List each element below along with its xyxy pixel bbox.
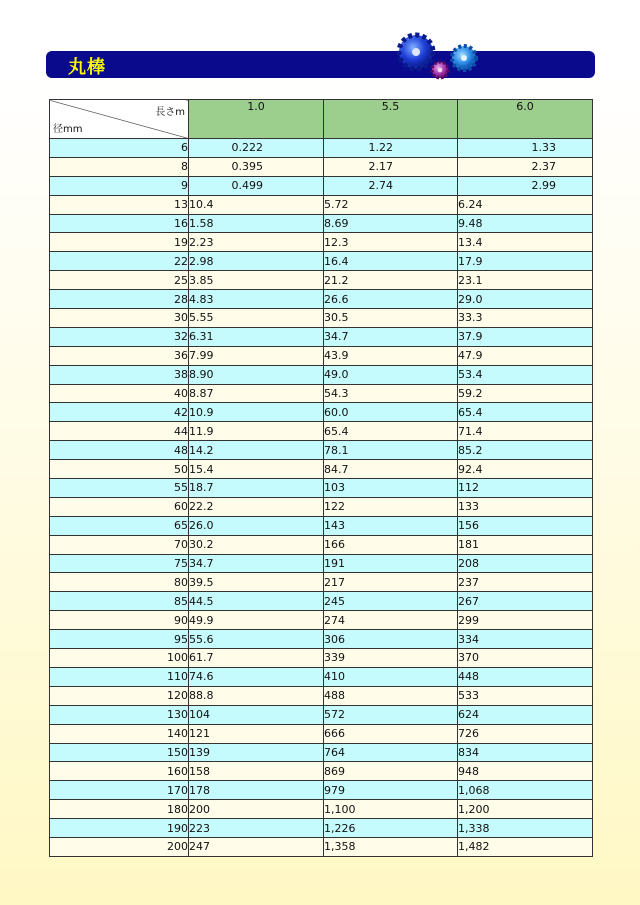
table-row <box>50 837 593 856</box>
weight-cell: 34.7 <box>189 554 324 573</box>
table-row <box>50 781 593 800</box>
weight-cell: 8.87 <box>189 384 324 403</box>
diameter-cell: 200 <box>50 837 189 856</box>
weight-cell: 9.48 <box>458 214 593 233</box>
weight-cell: 26.6 <box>324 290 458 309</box>
weight-cell: 334 <box>458 630 593 649</box>
weight-cell: 200 <box>189 800 324 819</box>
gear-blue-small-icon <box>452 46 476 70</box>
diameter-cell: 80 <box>50 573 189 592</box>
table-row <box>50 139 593 158</box>
table-header-row <box>50 100 593 139</box>
weight-cell: 166 <box>324 535 458 554</box>
table-row <box>50 195 593 214</box>
weight-cell: 21.2 <box>324 271 458 290</box>
diameter-cell: 55 <box>50 479 189 498</box>
weight-cell: 18.7 <box>189 479 324 498</box>
weight-cell: 158 <box>189 762 324 781</box>
weight-cell: 34.7 <box>324 327 458 346</box>
table-row <box>50 441 593 460</box>
weight-cell: 6.31 <box>189 327 324 346</box>
weight-cell: 139 <box>189 743 324 762</box>
weight-cell: 1.58 <box>189 214 324 233</box>
table-row <box>50 630 593 649</box>
diameter-cell: 9 <box>50 176 189 195</box>
table-row <box>50 271 593 290</box>
weight-cell: 84.7 <box>324 460 458 479</box>
diameter-cell: 180 <box>50 800 189 819</box>
diameter-cell: 50 <box>50 460 189 479</box>
weight-cell: 4.83 <box>189 290 324 309</box>
length-axis-label: 長さm <box>155 107 185 118</box>
diameter-cell: 90 <box>50 611 189 630</box>
weight-cell: 13.4 <box>458 233 593 252</box>
table-row <box>50 233 593 252</box>
weight-cell: 10.4 <box>189 195 324 214</box>
weight-cell: 122 <box>324 497 458 516</box>
weight-cell: 726 <box>458 724 593 743</box>
diameter-cell: 70 <box>50 535 189 554</box>
table-row <box>50 252 593 271</box>
weight-cell: 65.4 <box>324 422 458 441</box>
weight-cell: 191 <box>324 554 458 573</box>
weight-cell: 245 <box>324 592 458 611</box>
weight-cell: 1,068 <box>458 781 593 800</box>
weight-cell: 47.9 <box>458 346 593 365</box>
diameter-cell: 48 <box>50 441 189 460</box>
weight-cell: 29.0 <box>458 290 593 309</box>
table-row <box>50 214 593 233</box>
weight-cell: 666 <box>324 724 458 743</box>
weight-cell: 104 <box>189 705 324 724</box>
weight-cell: 834 <box>458 743 593 762</box>
weight-cell: 112 <box>458 479 593 498</box>
diameter-cell: 85 <box>50 592 189 611</box>
weight-cell: 208 <box>458 554 593 573</box>
weight-cell: 1,226 <box>324 819 458 838</box>
weight-cell: 223 <box>189 819 324 838</box>
weight-cell: 53.4 <box>458 365 593 384</box>
table-row <box>50 479 593 498</box>
column-header: 1.0 <box>189 100 324 139</box>
weight-cell: 30.5 <box>324 309 458 328</box>
weight-cell: 6.24 <box>458 195 593 214</box>
diameter-cell: 130 <box>50 705 189 724</box>
weight-cell: 26.0 <box>189 516 324 535</box>
weight-cell: 37.9 <box>458 327 593 346</box>
weight-cell: 488 <box>324 686 458 705</box>
diameter-cell: 38 <box>50 365 189 384</box>
weight-cell: 85.2 <box>458 441 593 460</box>
column-header: 6.0 <box>458 100 593 139</box>
weight-cell: 181 <box>458 535 593 554</box>
weight-cell: 65.4 <box>458 403 593 422</box>
weight-cell: 7.99 <box>189 346 324 365</box>
diameter-cell: 100 <box>50 649 189 668</box>
table-row <box>50 290 593 309</box>
diameter-cell: 22 <box>50 252 189 271</box>
table-row <box>50 157 593 176</box>
diameter-cell: 150 <box>50 743 189 762</box>
table-row <box>50 346 593 365</box>
weight-cell: 2.23 <box>189 233 324 252</box>
weight-cell: 2.98 <box>189 252 324 271</box>
weight-cell: 299 <box>458 611 593 630</box>
weight-cell: 88.8 <box>189 686 324 705</box>
weight-cell: 1,200 <box>458 800 593 819</box>
weight-cell: 178 <box>189 781 324 800</box>
weight-cell: 410 <box>324 667 458 686</box>
weight-cell: 44.5 <box>189 592 324 611</box>
weight-cell: 133 <box>458 497 593 516</box>
table-row <box>50 327 593 346</box>
weight-cell: 60.0 <box>324 403 458 422</box>
column-header: 5.5 <box>324 100 458 139</box>
diameter-cell: 16 <box>50 214 189 233</box>
weight-cell: 979 <box>324 781 458 800</box>
table-row <box>50 819 593 838</box>
diameter-cell: 28 <box>50 290 189 309</box>
diameter-cell: 8 <box>50 157 189 176</box>
table-row <box>50 573 593 592</box>
diameter-cell: 140 <box>50 724 189 743</box>
table-row <box>50 762 593 781</box>
weight-cell: 15.4 <box>189 460 324 479</box>
weight-cell: 33.3 <box>458 309 593 328</box>
table-row <box>50 460 593 479</box>
weight-cell: 71.4 <box>458 422 593 441</box>
diameter-cell: 36 <box>50 346 189 365</box>
table-row <box>50 516 593 535</box>
diameter-cell: 32 <box>50 327 189 346</box>
weight-cell: 339 <box>324 649 458 668</box>
weight-cell: 1,100 <box>324 800 458 819</box>
weight-cell: 92.4 <box>458 460 593 479</box>
weight-cell: 2.17 <box>324 157 458 176</box>
weight-cell: 5.72 <box>324 195 458 214</box>
weight-cell: 274 <box>324 611 458 630</box>
table-row <box>50 611 593 630</box>
corner-header-cell <box>50 100 189 139</box>
table-row <box>50 535 593 554</box>
weight-cell: 16.4 <box>324 252 458 271</box>
table-row <box>50 743 593 762</box>
weight-cell: 78.1 <box>324 441 458 460</box>
table-row <box>50 705 593 724</box>
diameter-cell: 190 <box>50 819 189 838</box>
weight-cell: 30.2 <box>189 535 324 554</box>
table-row <box>50 667 593 686</box>
weight-cell: 8.69 <box>324 214 458 233</box>
weight-cell: 43.9 <box>324 346 458 365</box>
weight-cell: 8.90 <box>189 365 324 384</box>
weight-cell: 54.3 <box>324 384 458 403</box>
weight-cell: 2.37 <box>458 157 593 176</box>
diameter-cell: 19 <box>50 233 189 252</box>
weight-table <box>49 99 593 857</box>
weight-cell: 74.6 <box>189 667 324 686</box>
weight-cell: 0.499 <box>189 176 324 195</box>
table-row <box>50 309 593 328</box>
weight-cell: 267 <box>458 592 593 611</box>
page-title: 丸棒 <box>68 57 106 78</box>
gears-decoration <box>388 30 484 82</box>
weight-cell: 1,358 <box>324 837 458 856</box>
weight-cell: 247 <box>189 837 324 856</box>
weight-cell: 306 <box>324 630 458 649</box>
weight-cell: 624 <box>458 705 593 724</box>
weight-cell: 143 <box>324 516 458 535</box>
weight-cell: 3.85 <box>189 271 324 290</box>
weight-cell: 948 <box>458 762 593 781</box>
table-row <box>50 649 593 668</box>
diameter-cell: 6 <box>50 139 189 158</box>
weight-cell: 11.9 <box>189 422 324 441</box>
diameter-cell: 95 <box>50 630 189 649</box>
weight-cell: 1,338 <box>458 819 593 838</box>
table-row <box>50 176 593 195</box>
weight-cell: 869 <box>324 762 458 781</box>
weight-cell: 2.99 <box>458 176 593 195</box>
weight-cell: 533 <box>458 686 593 705</box>
diameter-cell: 60 <box>50 497 189 516</box>
weight-cell: 764 <box>324 743 458 762</box>
table-row <box>50 422 593 441</box>
weight-cell: 5.55 <box>189 309 324 328</box>
weight-cell: 12.3 <box>324 233 458 252</box>
table-row <box>50 554 593 573</box>
diameter-cell: 42 <box>50 403 189 422</box>
weight-cell: 217 <box>324 573 458 592</box>
table-row <box>50 686 593 705</box>
weight-cell: 103 <box>324 479 458 498</box>
diameter-cell: 120 <box>50 686 189 705</box>
weight-cell: 23.1 <box>458 271 593 290</box>
diameter-cell: 75 <box>50 554 189 573</box>
table-row <box>50 724 593 743</box>
weight-cell: 1.33 <box>458 139 593 158</box>
diameter-cell: 110 <box>50 667 189 686</box>
weight-cell: 17.9 <box>458 252 593 271</box>
weight-cell: 39.5 <box>189 573 324 592</box>
table-row <box>50 365 593 384</box>
table-row <box>50 592 593 611</box>
table-body <box>50 139 593 857</box>
weight-cell: 22.2 <box>189 497 324 516</box>
weight-cell: 61.7 <box>189 649 324 668</box>
weight-cell: 10.9 <box>189 403 324 422</box>
diameter-cell: 160 <box>50 762 189 781</box>
weight-cell: 14.2 <box>189 441 324 460</box>
weight-cell: 1,482 <box>458 837 593 856</box>
weight-cell: 49.0 <box>324 365 458 384</box>
weight-cell: 237 <box>458 573 593 592</box>
diameter-cell: 44 <box>50 422 189 441</box>
weight-cell: 370 <box>458 649 593 668</box>
gear-purple-icon <box>432 62 448 78</box>
weight-cell: 49.9 <box>189 611 324 630</box>
diameter-cell: 65 <box>50 516 189 535</box>
gear-blue-large-icon <box>399 35 433 69</box>
title-bar <box>46 51 595 78</box>
diameter-cell: 13 <box>50 195 189 214</box>
table-row <box>50 384 593 403</box>
diameter-axis-label: 径mm <box>53 124 83 135</box>
weight-cell: 1.22 <box>324 139 458 158</box>
weight-cell: 55.6 <box>189 630 324 649</box>
weight-cell: 0.395 <box>189 157 324 176</box>
table-row <box>50 497 593 516</box>
weight-cell: 2.74 <box>324 176 458 195</box>
diameter-cell: 25 <box>50 271 189 290</box>
weight-cell: 121 <box>189 724 324 743</box>
weight-cell: 0.222 <box>189 139 324 158</box>
weight-cell: 448 <box>458 667 593 686</box>
diameter-cell: 40 <box>50 384 189 403</box>
weight-cell: 59.2 <box>458 384 593 403</box>
table-row <box>50 800 593 819</box>
table-row <box>50 403 593 422</box>
weight-cell: 572 <box>324 705 458 724</box>
diameter-cell: 170 <box>50 781 189 800</box>
weight-cell: 156 <box>458 516 593 535</box>
diameter-cell: 30 <box>50 309 189 328</box>
